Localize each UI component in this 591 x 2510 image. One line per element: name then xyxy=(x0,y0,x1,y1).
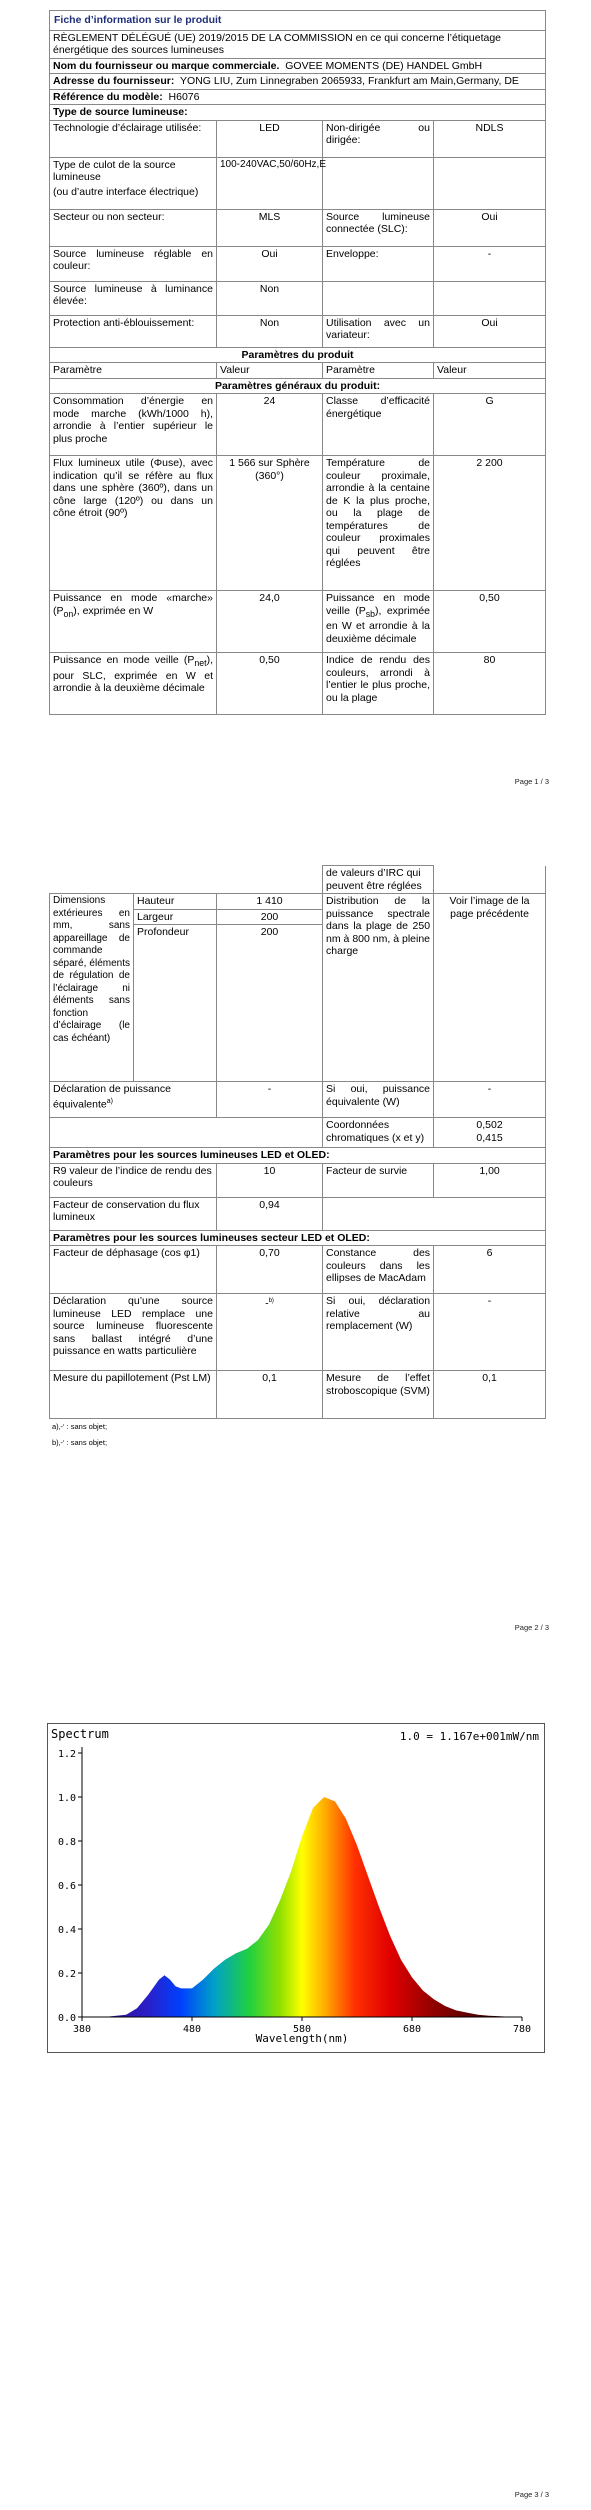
energy-value: 24 xyxy=(217,394,323,456)
cosphi-value: 0,70 xyxy=(217,1246,323,1294)
address-value: YONG LIU, Zum Linnegraben 2065933, Frankfurt am Main,Germany, DE xyxy=(180,75,519,87)
col-value-1: Valeur xyxy=(217,363,323,379)
strobo-value: 0,1 xyxy=(434,1371,546,1419)
params-header: Paramètres du produit xyxy=(50,347,546,363)
height-value: 1 410 xyxy=(217,894,323,910)
antiglare-value: Non xyxy=(217,315,323,347)
cct-value: 2 200 xyxy=(434,456,546,591)
slc-label: Source lumineuse connectée (SLC): xyxy=(323,209,434,246)
x-tick-label: 480 xyxy=(182,2024,202,2035)
nondirected-label: Non-dirigée ou dirigée: xyxy=(323,120,434,157)
page-title: Fiche d’information sur le produit xyxy=(50,11,546,31)
equiv-w-label: Si oui, puissance équivalente (W) xyxy=(323,1082,434,1118)
x-tick-label: 780 xyxy=(512,2024,532,2035)
page-number-3: Page 3 / 3 xyxy=(514,2490,549,2499)
antiglare-label: Protection anti-éblouissement: xyxy=(50,315,217,347)
psb-sub: sb xyxy=(365,608,376,619)
width-value: 200 xyxy=(217,909,323,925)
y-tick-label: 0.4 xyxy=(57,1925,76,1936)
chroma-label: Coordonnées chromatiques (x et y) xyxy=(323,1118,434,1148)
flux-value: 1 566 sur Sphère (360°) xyxy=(217,456,323,591)
mains-label: Secteur ou non secteur: xyxy=(50,209,217,246)
replace-sup: b) xyxy=(268,1298,274,1304)
product-info-table xyxy=(49,10,546,715)
pnet-sub: net xyxy=(194,658,207,669)
spectrum-chart xyxy=(47,1723,545,2053)
chroma-values xyxy=(434,1118,546,1148)
replace-label: Déclaration qu’une source lumineuse LED remplace une source lumineuse fluorescente sans ballast intégré d’une puissance en watts particulière xyxy=(50,1294,217,1371)
y-tick-label: 0.2 xyxy=(57,1969,76,1980)
envelope-value: - xyxy=(434,246,546,281)
equiv-w-value: - xyxy=(434,1082,546,1118)
psb-label-b: ), exprimée en W et arrondie à la deuxième décimale xyxy=(326,604,430,645)
x-tick-label: 680 xyxy=(402,2024,422,2035)
dimmer-value: Oui xyxy=(434,315,546,347)
class-label: Classe d’efficacité énergétique xyxy=(323,394,434,456)
regulation-text: RÈGLEMENT DÉLÉGUÉ (UE) 2019/2015 DE LA COMMISSION en ce qui concerne l’étiquetage énergétique des sources lumineuses xyxy=(50,30,546,58)
r9-label: R9 valeur de l’indice de rendu des couleurs xyxy=(50,1163,217,1197)
depth-value: 200 xyxy=(217,925,323,1082)
pnet-value: 0,50 xyxy=(217,653,323,715)
footnote-b: b)‚-‘ : sans objet; xyxy=(52,1438,108,1447)
highlum-label: Source lumineuse à luminance élevée: xyxy=(50,281,217,315)
col-param-2: Paramètre xyxy=(323,363,434,379)
equiv-label-text: Déclaration de puissance équivalente xyxy=(53,1083,171,1110)
replace-value: - xyxy=(265,1297,269,1310)
pnet-label-b: ), pour SLC, exprimée en W et arrondie à la deuxième décimale xyxy=(53,654,213,695)
flicker-label: Mesure du papillotement (Pst LM) xyxy=(50,1371,217,1419)
col-param-1: Paramètre xyxy=(50,363,217,379)
width-label: Largeur xyxy=(134,909,217,925)
pon-label-b: ), exprimée en W xyxy=(73,604,154,617)
survival-value: 1,00 xyxy=(434,1163,546,1197)
class-value: G xyxy=(434,394,546,456)
strobo-label: Mesure de l’effet stroboscopique (SVM) xyxy=(323,1371,434,1419)
tech-label: Technologie d’éclairage utilisée: xyxy=(50,120,217,157)
model-value: H6076 xyxy=(168,90,200,103)
dimmer-label: Utilisation avec un variateur: xyxy=(323,315,434,347)
macadam-value: 6 xyxy=(434,1246,546,1294)
pon-label-a: Puissance en mode «marche» (P xyxy=(53,592,213,617)
pnet-label xyxy=(50,653,217,715)
x-axis-label: Wavelength(nm) xyxy=(255,2032,349,2045)
address-row xyxy=(50,74,546,90)
cap-value: 100-240VAC,50/60Hz,E xyxy=(217,157,323,209)
x-tick-label: 380 xyxy=(72,2024,92,2035)
color-value: Oui xyxy=(217,246,323,281)
y-tick-label: 0.0 xyxy=(57,2013,76,2024)
survival-label: Facteur de survie xyxy=(323,1163,434,1197)
model-row xyxy=(50,89,546,105)
depth-label: Profondeur xyxy=(134,925,217,1082)
mains-led-header: Paramètres pour les sources lumineuses secteur LED et OLED: xyxy=(50,1230,546,1246)
tech-value: LED xyxy=(217,120,323,157)
x-tick-label: 580 xyxy=(292,2024,312,2035)
y-tick-label: 0.8 xyxy=(57,1837,76,1848)
page-1 xyxy=(0,0,591,835)
supplier-label: Nom du fournisseur ou marque commerciale. xyxy=(53,59,280,72)
cri-value: 80 xyxy=(434,653,546,715)
equiv-label xyxy=(50,1082,217,1118)
envelope-label: Enveloppe: xyxy=(323,246,434,281)
replace-value-cell xyxy=(217,1294,323,1371)
spd-value: Voir l’image de la page précédente xyxy=(434,894,546,1082)
supplier-value: GOVEE MOMENTS (DE) HANDEL GmbH xyxy=(285,59,483,72)
page-3 xyxy=(0,1675,591,2510)
cosphi-label: Facteur de déphasage (cos φ1) xyxy=(50,1246,217,1294)
flux-label: Flux lumineux utile (Φuse), avec indication qu’il se réfère au flux dans une sphère (360º), dans un cône large (120º) ou dans un cône étroit (90º) xyxy=(50,456,217,591)
color-label: Source lumineuse réglable en couleur: xyxy=(50,246,217,281)
model-label: Référence du modèle: xyxy=(53,90,163,103)
replace-w-label: Si oui, déclaration relative au remplacement (W) xyxy=(323,1294,434,1371)
energy-label: Consommation d’énergie en mode marche (kWh/1000 h), arrondie à l’entier supérieur le plus proche xyxy=(50,394,217,456)
cri-cont: de valeurs d’IRC qui peuvent être réglées xyxy=(323,866,434,894)
y-tick-label: 0.6 xyxy=(57,1881,76,1892)
led-header: Paramètres pour les sources lumineuses LED et OLED: xyxy=(50,1148,546,1164)
page-2 xyxy=(0,835,591,1675)
flicker-value: 0,1 xyxy=(217,1371,323,1419)
pon-value: 24,0 xyxy=(217,591,323,653)
psb-label-a: Puissance en mode veille (P xyxy=(326,592,430,617)
type-header: Type de source lumineuse: xyxy=(50,105,546,121)
cct-label: Température de couleur proximale, arrondie à la centaine de K la plus proche, ou la plage de températures de couleur proximales qui peuvent être réglées xyxy=(323,456,434,591)
chroma-y: 0,415 xyxy=(476,1131,503,1144)
page-number-1: Page 1 / 3 xyxy=(514,777,549,786)
cri-label: Indice de rendu des couleurs, arrondi à l’entier le plus proche, ou la plage xyxy=(323,653,434,715)
spd-label: Distribution de la puissance spectrale dans la plage de 250 nm à 800 nm, à pleine charge xyxy=(323,894,434,1082)
macadam-label: Constance des couleurs dans les ellipses de MacAdam xyxy=(323,1246,434,1294)
r9-value: 10 xyxy=(217,1163,323,1197)
col-value-2: Valeur xyxy=(434,363,546,379)
nondirected-value: NDLS xyxy=(434,120,546,157)
cap-label-2: (ou d’autre interface électrique) xyxy=(53,185,199,198)
equiv-value: - xyxy=(217,1082,323,1118)
lumen-maint-value: 0,94 xyxy=(217,1197,323,1230)
pnet-label-a: Puissance en mode veille (P xyxy=(53,654,195,666)
equiv-sup: a) xyxy=(106,1097,113,1105)
mains-value: MLS xyxy=(217,209,323,246)
slc-value: Oui xyxy=(434,209,546,246)
chroma-x: 0,502 xyxy=(476,1119,503,1131)
pon-sub: on xyxy=(63,608,74,619)
y-tick-label: 1.0 xyxy=(57,1793,76,1804)
page-number-2: Page 2 / 3 xyxy=(514,1623,549,1632)
highlum-value: Non xyxy=(217,281,323,315)
product-info-table-cont xyxy=(49,865,546,1419)
psb-value: 0,50 xyxy=(434,591,546,653)
y-tick-label: 1.2 xyxy=(57,1749,76,1760)
pon-label xyxy=(50,591,217,653)
chart-annotation: 1.0 = 1.167e+001mW/nm xyxy=(399,1730,539,1743)
supplier-row xyxy=(50,58,546,74)
general-header: Paramètres généraux du produit: xyxy=(50,378,546,394)
replace-w-value: - xyxy=(434,1294,546,1371)
psb-label xyxy=(323,591,434,653)
cap-label: Type de culot de la source lumineuse xyxy=(53,158,176,183)
lumen-maint-label: Facteur de conservation du flux lumineux xyxy=(50,1197,217,1230)
chart-title: Spectrum xyxy=(51,1727,109,1741)
height-label: Hauteur xyxy=(134,894,217,910)
footnote-a: a)‚-‘ : sans objet; xyxy=(52,1422,108,1431)
cap-label-cell xyxy=(50,157,217,209)
address-label: Adresse du fournisseur: xyxy=(53,75,175,87)
dims-label: Dimensions extérieures en mm, sans appareillage de commande séparé, éléments de régulation de l’éclairage ni éléments sans fonction d’éclairage (le cas échéant) xyxy=(50,894,134,1082)
